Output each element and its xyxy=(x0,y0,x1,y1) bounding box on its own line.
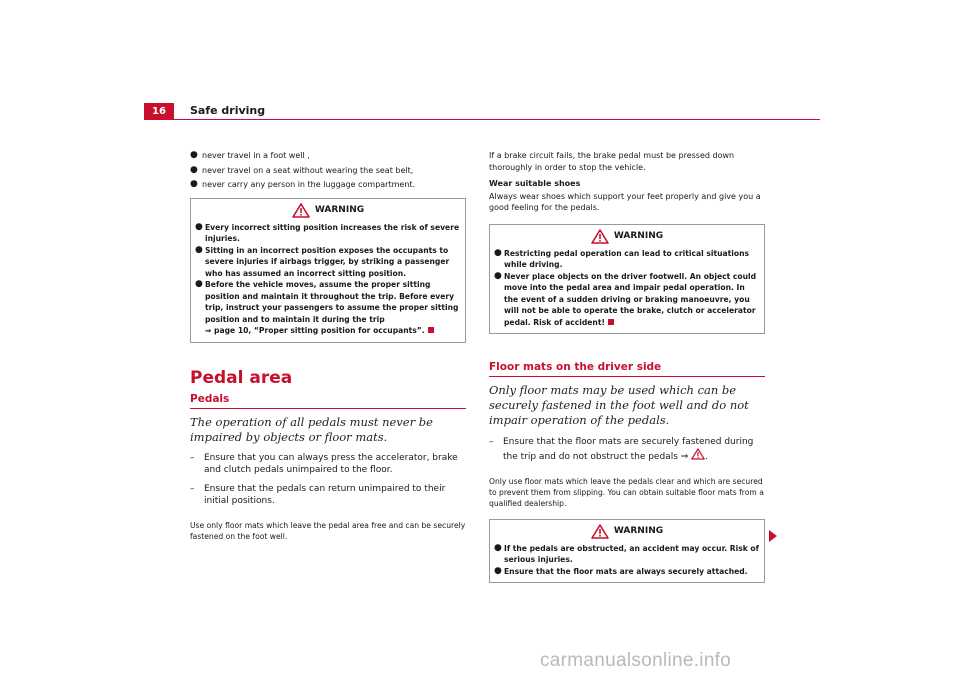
warning-item: ● Restricting pedal operation can lead to critical situations while driving. xyxy=(494,247,750,269)
left-column xyxy=(190,150,466,542)
subsection-rule xyxy=(489,376,765,377)
warning-triangle-icon xyxy=(292,203,310,218)
bullet-icon: ● xyxy=(195,244,203,255)
warning-triangle-icon[interactable] xyxy=(691,448,705,460)
warning-header xyxy=(494,523,760,541)
intro-text: The operation of all pedals must never be impaired by objects or floor mats. xyxy=(190,414,433,444)
warning-item: ● Before the vehicle moves, assume the proper sitting position and maintain it throughout the trip. Before every trip, instruct your passengers to assume the proper sitting position and to maintain it during the trip ⇒ page 10, “Proper sitting position for occupants”. xyxy=(195,279,459,335)
step-item: – Ensure that the floor mats are securely fastened during the trip and do not obstruct the pedals ⇒ . xyxy=(489,436,754,462)
bullet-icon: ● xyxy=(494,565,502,576)
watermark: carmanualsonline.info xyxy=(540,650,732,671)
warning-item: ● Never place objects on the driver footwell. An object could move into the pedal area and impair pedal operation. In the event of a sudden driving or braking manoeuvre, you will not be able to operate the brake, clutch or accelerator pedal. Risk of accident! xyxy=(494,270,757,327)
section-title: Pedal area xyxy=(190,367,293,388)
step-item: – Ensure that you can always press the accelerator, brake and clutch pedals unimpaired to the floor. xyxy=(190,452,458,475)
cross-reference-arrow: ⇒ xyxy=(205,326,212,335)
bullet-icon: ● xyxy=(494,542,502,553)
warning-header xyxy=(494,228,760,246)
bullet-icon: ● xyxy=(195,221,203,232)
warning-triangle-icon xyxy=(591,524,609,539)
warning-label: WARNING xyxy=(314,204,365,215)
cross-reference-arrow: ⇒ xyxy=(680,452,689,462)
bullet-icon: ● xyxy=(195,279,203,289)
continue-arrow-icon[interactable] xyxy=(769,530,777,542)
paragraph-heading: Wear suitable shoes xyxy=(489,179,581,188)
header-rule xyxy=(174,119,820,120)
end-of-section-icon xyxy=(608,319,614,325)
running-header: Safe driving xyxy=(190,104,266,117)
right-column xyxy=(489,150,765,583)
subsection-title: Floor mats on the driver side xyxy=(489,361,662,373)
warning-header xyxy=(195,202,461,220)
step-item: – Ensure that the pedals can return unimpaired to their initial positions. xyxy=(190,483,446,506)
dash-icon: – xyxy=(489,436,494,447)
note-text: Use only floor mats which leave the pedal area free and can be securely fastened on the foot well. xyxy=(190,520,466,541)
bullet-icon: ● xyxy=(190,150,198,160)
warning-item: ● If the pedals are obstructed, an accident may occur. Risk of serious injuries. xyxy=(494,542,759,564)
bullet-item: ● never travel on a seat without wearing the seat belt, xyxy=(190,164,414,175)
warning-item: ● Every incorrect sitting position increases the risk of severe injuries. xyxy=(195,221,460,243)
warning-triangle-icon xyxy=(591,229,609,244)
warning-box xyxy=(489,519,765,584)
paragraph: If a brake circuit fails, the brake pedal must be pressed down thoroughly in order to stop the vehicle. xyxy=(489,151,735,172)
warning-item: ● Ensure that the floor mats are always securely attached. xyxy=(494,565,748,576)
page-number: 16 xyxy=(144,103,174,120)
warning-item: ● Sitting in an incorrect position exposes the occupants to severe injuries if airbags trigger, by striking a passenger who has assumed an incorrect sitting position. xyxy=(195,244,450,278)
cross-reference-link[interactable]: page 10, “Proper sitting position for occupants”. xyxy=(214,326,425,335)
warning-box xyxy=(190,198,466,343)
subsection-rule xyxy=(190,408,466,409)
paragraph: Always wear shoes which support your feet properly and give you a good feeling for the pedals. xyxy=(489,191,761,212)
intro-text: Only floor mats may be used which can be securely fastened in the foot well and do not impair operation of the pedals. xyxy=(489,382,749,427)
bullet-icon: ● xyxy=(494,270,502,281)
end-of-section-icon xyxy=(428,327,434,333)
dash-icon: – xyxy=(190,483,195,494)
bullet-item: ● never travel in a foot well , xyxy=(190,150,310,160)
bullet-icon: ● xyxy=(190,164,198,175)
note-text: Only use floor mats which leave the pedals clear and which are secured to prevent them from slipping. You can obtain suitable floor mats from a qualified dealership. xyxy=(489,476,764,508)
subsection-title: Pedals xyxy=(190,393,230,405)
bullet-icon: ● xyxy=(494,247,502,258)
warning-label: WARNING xyxy=(613,525,664,536)
bullet-item: ● never carry any person in the luggage compartment. xyxy=(190,179,416,189)
warning-box xyxy=(489,224,765,335)
bullet-icon: ● xyxy=(190,179,198,189)
dash-icon: – xyxy=(190,452,195,463)
warning-label: WARNING xyxy=(613,230,664,241)
